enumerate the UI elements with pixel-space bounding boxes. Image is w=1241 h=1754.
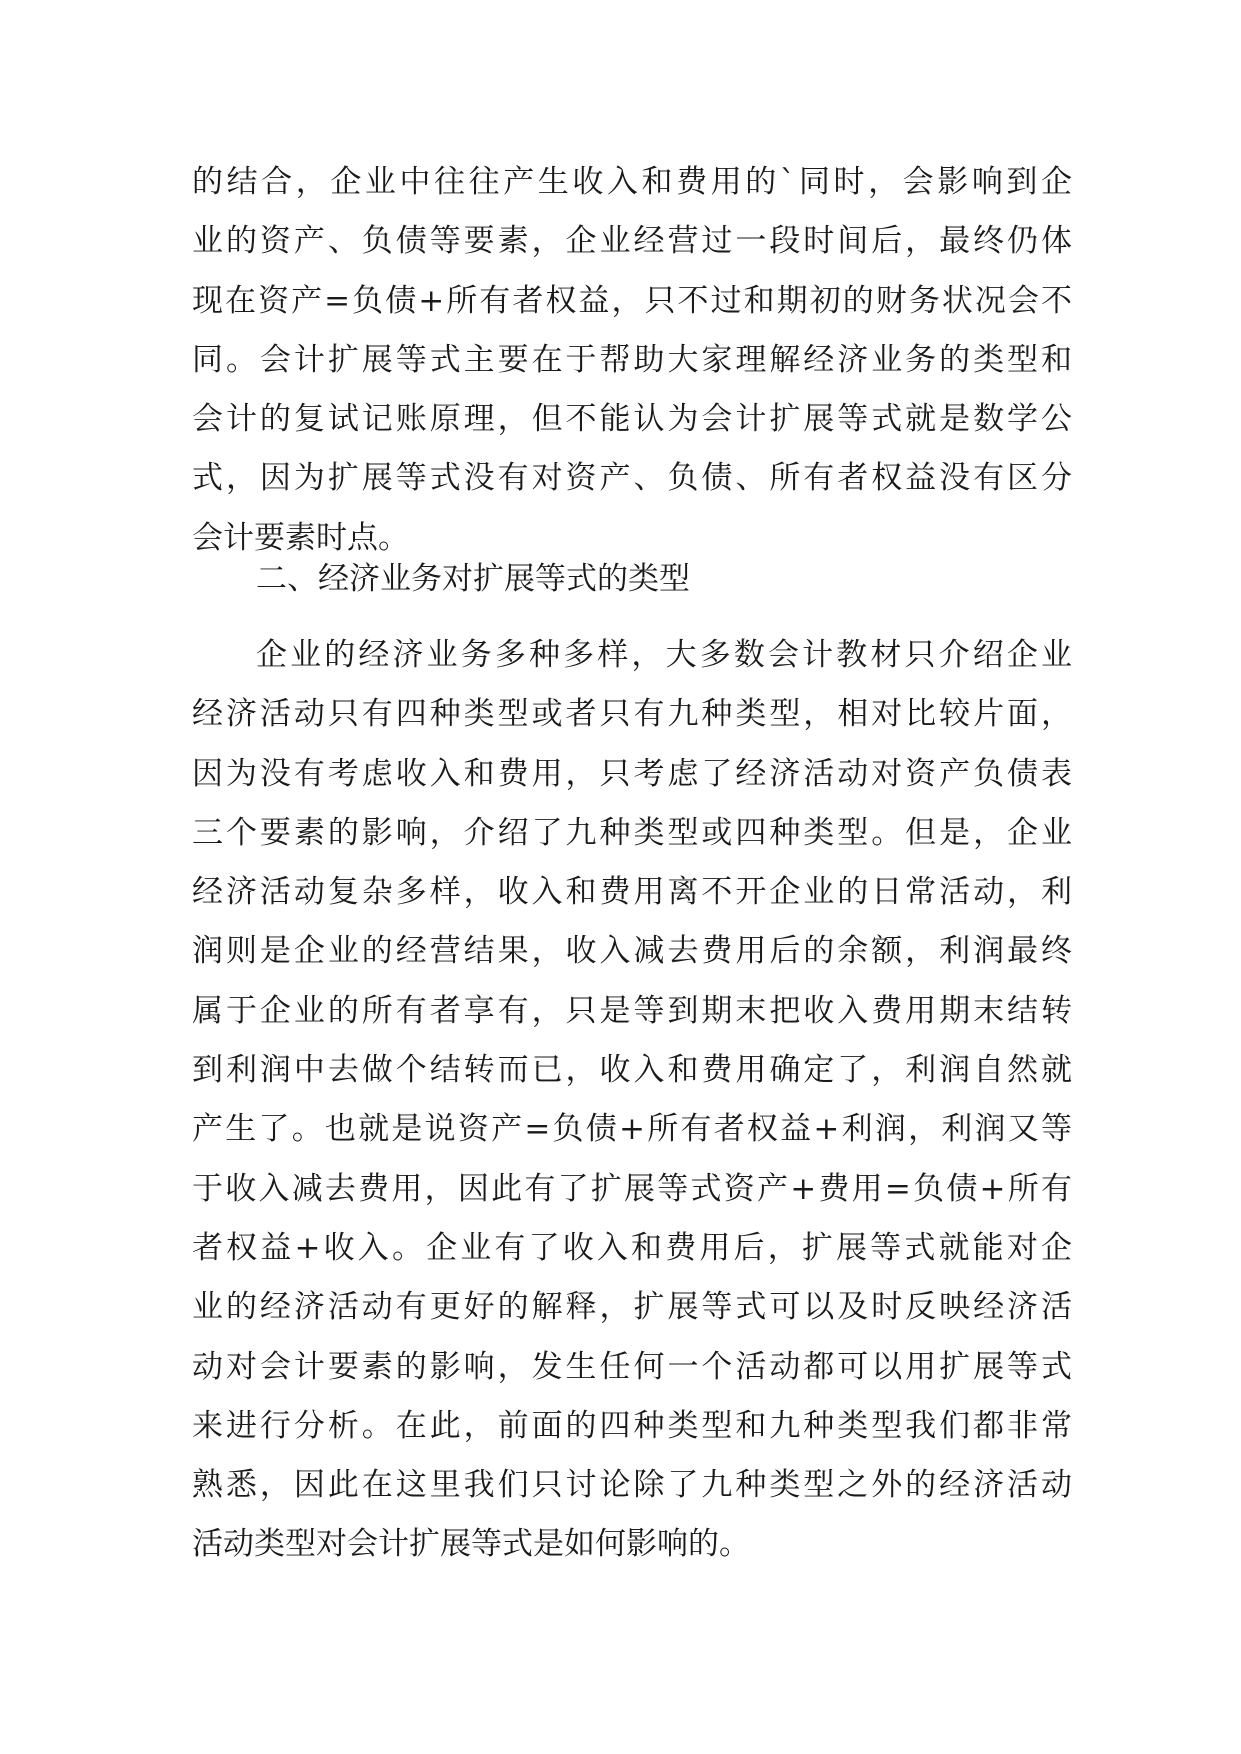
text-line: 活动类型对会计扩展等式是如何影响的。: [192, 1526, 750, 1563]
text-line: 来进行分析。在此，前面的四种类型和九种类型我们都非常: [192, 1407, 1072, 1444]
text-line: 于收入减去费用，因此有了扩展等式资产+费用=负债+所有: [192, 1170, 1072, 1207]
text-line: 的结合，企业中往往产生收入和费用的`同时，会影响到企: [192, 164, 1072, 200]
text-line: 会计要素时点。: [192, 519, 409, 556]
text-line: 现在资产=负债+所有者权益，只不过和期初的财务状况会不: [192, 282, 1072, 319]
text-line: 到利润中去做个结转而已，收入和费用确定了，利润自然就: [192, 1052, 1072, 1089]
text-line: 润则是企业的经营结果，收入减去费用后的余额，利润最终: [192, 933, 1072, 970]
text-line: 企业的经济业务多种多样，大多数会计教材只介绍企业: [256, 637, 1072, 673]
text-line: 三个要素的影响，介绍了九种类型或四种类型。但是，企业: [192, 814, 1072, 851]
text-line: 经济活动只有四种类型或者只有九种类型，相对比较片面，: [192, 696, 1072, 733]
text-line: 属于企业的所有者享有，只是等到期末把收入费用期末结转: [192, 992, 1072, 1029]
text-line: 经济活动复杂多样，收入和费用离不开企业的日常活动，利: [192, 874, 1072, 911]
text-line: 业的资产、负债等要素，企业经营过一段时间后，最终仍体: [192, 223, 1072, 260]
text-line: 式，因为扩展等式没有对资产、负债、所有者权益没有区分: [192, 460, 1072, 497]
text-line: 业的经济活动有更好的解释，扩展等式可以及时反映经济活: [192, 1289, 1072, 1326]
text-line: 同。会计扩展等式主要在于帮助大家理解经济业务的类型和: [192, 341, 1072, 378]
text-line: 因为没有考虑收入和费用，只考虑了经济活动对资产负债表: [192, 755, 1072, 792]
section-heading-block: [192, 550, 1072, 609]
text-line: 动对会计要素的影响，发生任何一个活动都可以用扩展等式: [192, 1348, 1072, 1385]
paragraph-continued: [192, 153, 1072, 568]
text-line: 产生了。也就是说资产=负债+所有者权益+利润，利润又等: [192, 1111, 1072, 1148]
section-heading: 二、经济业务对扩展等式的类型: [256, 561, 690, 597]
text-line: 熟悉，因此在这里我们只讨论除了九种类型之外的经济活动: [192, 1467, 1072, 1504]
text-line: 者权益+收入。企业有了收入和费用后，扩展等式就能对企: [192, 1229, 1072, 1266]
text-line: 会计的复试记账原理，但不能认为会计扩展等式就是数学公: [192, 401, 1072, 438]
paragraph-main: [192, 626, 1072, 1575]
